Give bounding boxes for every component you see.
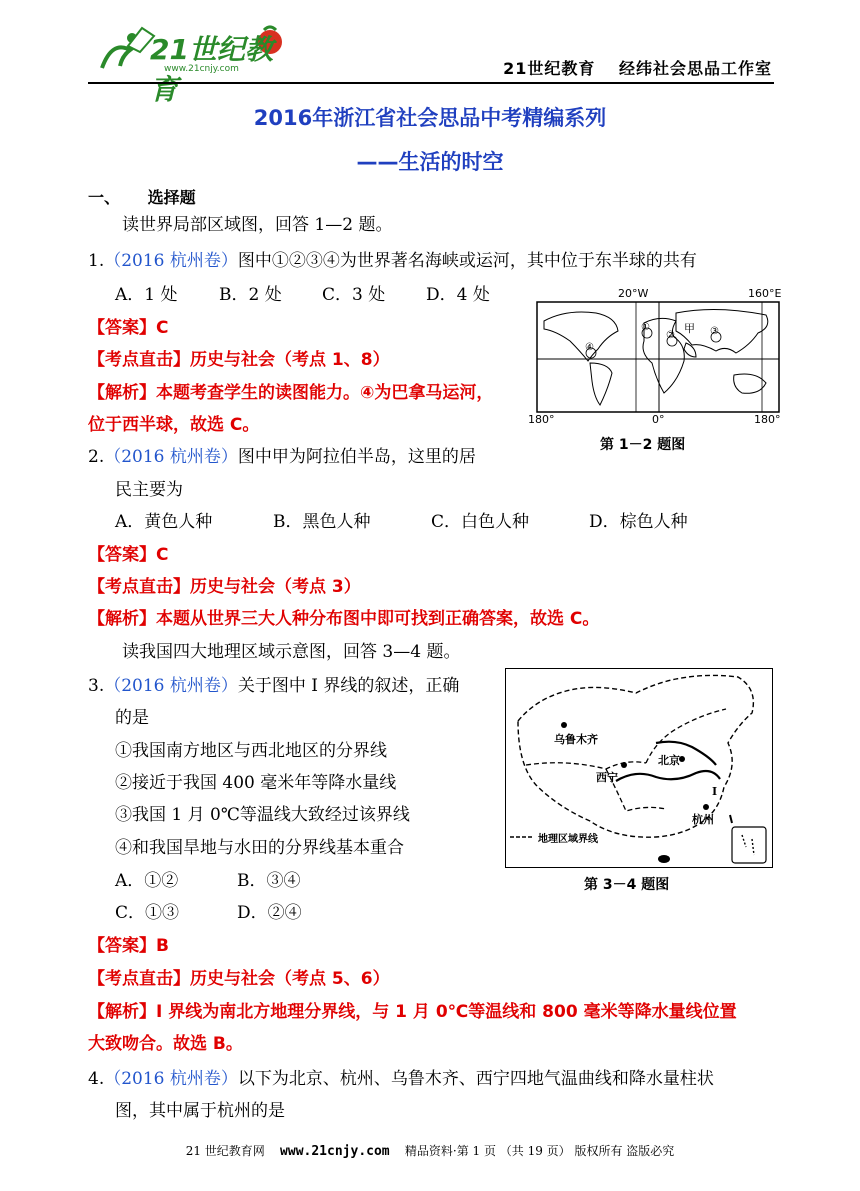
- world-map-figure: [528, 285, 786, 431]
- q2-options: [115, 510, 688, 534]
- q2-option-a: A．黄色人种: [115, 512, 213, 532]
- q1-number: 1.: [88, 251, 105, 271]
- doc-title: 2016年浙江省社会思品中考精编系列: [253, 106, 607, 130]
- q3-options-row1: [115, 869, 301, 893]
- header-right-text: 21世纪教育 经纬社会思品工作室: [503, 59, 772, 78]
- intro-q1-2: 读世界局部区域图，回答 1—2 题。: [122, 215, 393, 235]
- q2-analysis-label: 【解析】: [88, 609, 156, 629]
- map-label-3: ③: [710, 326, 719, 337]
- q3-answer: [88, 934, 169, 958]
- q3-text-2: 的是: [115, 708, 149, 728]
- q1-source: （2016 杭州卷）: [104, 251, 238, 271]
- q1-options: [115, 283, 490, 307]
- q3-point-text: 历史与社会（考点 5、6）: [190, 969, 390, 989]
- q4-text-1: 以下为北京、杭州、乌鲁木齐、西宁四地气温曲线和降水量柱状: [237, 1069, 714, 1089]
- q1-answer-label: 【答案】: [88, 318, 156, 338]
- q3-option-a: A．①②: [115, 871, 179, 891]
- map-label-jia: 甲: [684, 322, 695, 335]
- q1-text: 图中①②③④为世界著名海峡或运河，其中位于东半球的共有: [237, 251, 697, 271]
- q3-point-label: 【考点直击】: [88, 969, 190, 989]
- q3-item-1: ①我国南方地区与西北地区的分界线: [115, 741, 387, 761]
- q1-stem: [88, 249, 697, 273]
- lon-bottom-left: 180°: [528, 413, 555, 426]
- q1-option-b: B．2 处: [219, 285, 282, 305]
- q3-number: 3.: [88, 676, 105, 696]
- q1-option-a: A．1 处: [115, 285, 178, 305]
- q3-option-c: C．①③: [115, 903, 180, 923]
- q2-answer: [88, 543, 168, 567]
- q2-source: （2016 杭州卷）: [104, 447, 238, 467]
- q2-point-text: 历史与社会（考点 3）: [190, 577, 361, 597]
- q3-item-4: ④和我国旱地与水田的分界线基本重合: [115, 838, 404, 858]
- section-heading: [88, 186, 196, 210]
- q2-answer-value: C: [156, 545, 169, 565]
- header-rule: [88, 82, 774, 84]
- q3-answer-value: B: [156, 936, 169, 956]
- map-label-1: ①: [641, 322, 650, 333]
- q2-text-2: 民主要为: [115, 480, 183, 500]
- q3-item-2: ②接近于我国 400 毫米年等降水量线: [115, 773, 397, 793]
- city-beijing: 北京: [658, 754, 680, 767]
- q1-analysis-label: 【解析】: [88, 383, 156, 403]
- q1-option-c: C．3 处: [322, 285, 386, 305]
- footer-url[interactable]: www.21cnjy.com: [280, 1144, 390, 1159]
- q2-analysis: [88, 607, 599, 631]
- city-xining: 西宁: [596, 771, 618, 784]
- page-footer: [0, 1142, 860, 1159]
- q4-text-2: 图，其中属于杭州的是: [115, 1101, 285, 1121]
- lon-bottom-center: 0°: [652, 413, 665, 426]
- q1-analysis-text-2: 位于西半球，故选 C。: [88, 415, 260, 435]
- q1-analysis-text-1: 本题考查学生的读图能力。④为巴拿马运河，: [156, 383, 494, 403]
- fig1-caption: 第 1－2 题图: [600, 437, 686, 453]
- city-urumqi: 乌鲁木齐: [554, 733, 598, 746]
- q3-stem: [88, 674, 459, 698]
- q1-point: [88, 348, 390, 372]
- q2-option-c: C．白色人种: [431, 512, 530, 532]
- fig2-caption: 第 3－4 题图: [584, 877, 670, 893]
- q1-option-d: D．4 处: [426, 285, 490, 305]
- q2-point-label: 【考点直击】: [88, 577, 190, 597]
- boundary-marker-i: I: [712, 785, 718, 798]
- q3-analysis-text-1: I 界线为南北方地理分界线，与 1 月 0℃等温线和 800 毫米等降水量线位置: [156, 1002, 737, 1022]
- q1-analysis: [88, 381, 493, 405]
- q2-option-b: B．黑色人种: [273, 512, 371, 532]
- site-logo: [92, 20, 292, 106]
- q3-analysis-text-2: 大致吻合。故选 B。: [88, 1034, 243, 1054]
- q4-stem: [88, 1067, 714, 1091]
- q4-source: （2016 杭州卷）: [104, 1069, 238, 1089]
- q2-number: 2.: [88, 447, 105, 467]
- q3-option-b: B．③④: [237, 871, 301, 891]
- logo-subtext: www.21cnjy.com: [164, 64, 239, 74]
- q3-text-1: 关于图中 I 界线的叙述，正确: [237, 676, 460, 696]
- section-label: 选择题: [147, 188, 196, 207]
- q2-answer-label: 【答案】: [88, 545, 156, 565]
- q2-text-1: 图中甲为阿拉伯半岛，这里的居: [237, 447, 476, 467]
- q2-option-d: D．棕色人种: [589, 512, 688, 532]
- city-hangzhou: 杭州: [692, 813, 714, 826]
- q2-stem: [88, 445, 476, 469]
- q3-option-d: D．②④: [237, 903, 302, 923]
- logo-text: 21世纪教育: [150, 33, 273, 106]
- lon-label-20w: 20°W: [618, 287, 649, 300]
- map-label-2: ②: [666, 330, 675, 341]
- doc-subtitle: ——生活的时空: [356, 150, 504, 174]
- map-legend-label: 地理区域界线: [538, 834, 598, 845]
- section-number: 一、: [88, 188, 121, 207]
- china-map-figure: [505, 668, 773, 868]
- q3-answer-label: 【答案】: [88, 936, 156, 956]
- q3-point: [88, 967, 390, 991]
- q2-point: [88, 575, 361, 599]
- lon-label-160e: 160°E: [748, 287, 782, 300]
- q1-answer-value: C: [156, 318, 169, 338]
- q1-point-label: 【考点直击】: [88, 350, 190, 370]
- footer-site: 21 世纪教育网: [185, 1144, 265, 1158]
- footer-rest: 精品资料·第 1 页 （共 19 页） 版权所有 盗版必究: [404, 1144, 675, 1158]
- intro-q3-4: 读我国四大地理区域示意图，回答 3—4 题。: [122, 642, 461, 662]
- lon-bottom-right: 180°: [754, 413, 781, 426]
- q3-options-row2: [115, 901, 302, 925]
- q2-analysis-text: 本题从世界三大人种分布图中即可找到正确答案，故选 C。: [156, 609, 600, 629]
- q3-analysis-label: 【解析】: [88, 1002, 156, 1022]
- q3-item-3: ③我国 1 月 0℃等温线大致经过该界线: [115, 805, 410, 825]
- map-label-4: ④: [585, 342, 594, 353]
- q1-point-text: 历史与社会（考点 1、8）: [190, 350, 390, 370]
- world-map-svg: [536, 301, 780, 413]
- q3-source: （2016 杭州卷）: [104, 676, 238, 696]
- q3-analysis: [88, 1000, 737, 1024]
- q1-answer: [88, 316, 168, 340]
- q4-number: 4.: [88, 1069, 105, 1089]
